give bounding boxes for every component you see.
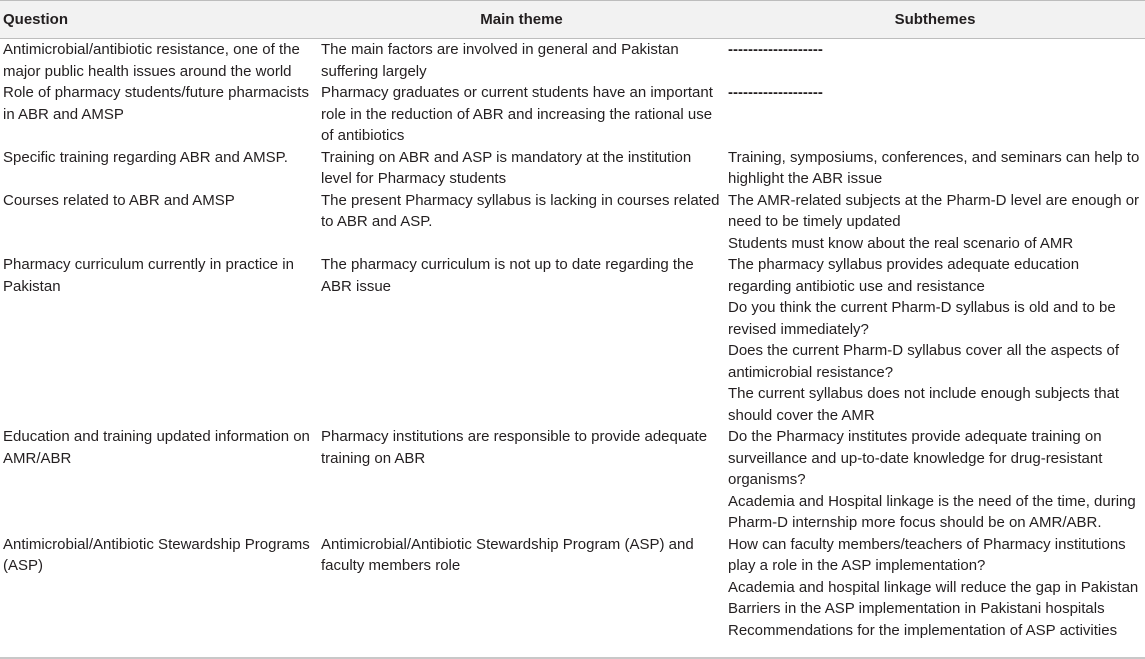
subtheme-item: How can faculty members/teachers of Pharmacy institutions play a role in the ASP implementation?: [728, 535, 1126, 574]
subtheme-item: Do you think the current Pharm-D syllabus is old and to be revised immediately?: [728, 299, 1116, 338]
subtheme-item: Students must know about the real scenario of AMR: [728, 234, 1074, 252]
subthemes-cell: [725, 254, 1145, 426]
subtheme-item: -------------------: [728, 41, 823, 58]
table-row: [0, 426, 1145, 534]
table-row: [0, 534, 1145, 659]
header-subthemes: Subthemes: [725, 1, 1145, 39]
main-theme-cell: The main factors are involved in general and Pakistan suffering largely: [321, 41, 679, 80]
main-theme-cell: The pharmacy curriculum is not up to date regarding the ABR issue: [321, 256, 694, 295]
table-row: [0, 147, 1145, 190]
table-header: [0, 1, 1145, 39]
table-row: [0, 39, 1145, 83]
main-theme-cell: Training on ABR and ASP is mandatory at the institution level for Pharmacy students: [321, 148, 692, 187]
subthemes-cell: [725, 82, 1145, 147]
question-cell: Education and training updated information on AMR/ABR: [3, 428, 310, 467]
table-row: [0, 254, 1145, 426]
header-row: [0, 1, 1145, 39]
question-cell: Pharmacy curriculum currently in practice in Pakistan: [3, 256, 294, 295]
table-body: [0, 39, 1145, 659]
subthemes-cell: [725, 147, 1145, 190]
header-question: Question: [0, 1, 318, 39]
subtheme-item: Training, symposiums, conferences, and seminars can help to highlight the ABR issue: [728, 148, 1140, 187]
main-theme-cell: Pharmacy institutions are responsible to provide adequate training on ABR: [321, 428, 708, 467]
subtheme-item: Recommendations for the implementation of ASP activities: [728, 621, 1118, 639]
header-main-theme: Main theme: [318, 1, 725, 39]
subtheme-item: The pharmacy syllabus provides adequate education regarding antibiotic use and resistance: [728, 256, 1080, 295]
subtheme-item: The current syllabus does not include enough subjects that should cover the AMR: [728, 385, 1120, 424]
subtheme-item: Do the Pharmacy institutes provide adequate training on surveillance and up-to-date knowledge for drug-resistant organisms?: [728, 428, 1103, 488]
table-row: [0, 82, 1145, 147]
main-theme-cell: Antimicrobial/Antibiotic Stewardship Program (ASP) and faculty members role: [318, 534, 725, 659]
subtheme-item: -------------------: [728, 84, 823, 101]
subthemes-cell: [725, 534, 1145, 659]
subtheme-item: Does the current Pharm-D syllabus cover all the aspects of antimicrobial resistance?: [728, 342, 1120, 381]
subtheme-item: Academia and Hospital linkage is the need of the time, during Pharm-D internship more focus should be on AMR/ABR.: [728, 492, 1136, 531]
question-cell: Courses related to ABR and AMSP: [3, 191, 235, 209]
question-cell: Specific training regarding ABR and AMSP.: [3, 148, 288, 166]
question-cell: Role of pharmacy students/future pharmacists in ABR and AMSP: [3, 84, 309, 123]
subthemes-cell: [725, 426, 1145, 534]
main-theme-cell: Pharmacy graduates or current students have an important role in the reduction of ABR and increasing the rational use of antibiotics: [321, 84, 713, 144]
subtheme-item: Barriers in the ASP implementation in Pakistani hospitals: [728, 600, 1105, 617]
question-cell: Antimicrobial/Antibiotic Stewardship Programs (ASP): [0, 534, 318, 659]
subtheme-item: Academia and hospital linkage will reduce the gap in Pakistan: [728, 578, 1139, 596]
subtheme-item: The AMR-related subjects at the Pharm-D level are enough or need to be timely updated: [728, 191, 1140, 230]
subthemes-cell: [725, 39, 1145, 83]
question-cell: Antimicrobial/antibiotic resistance, one of the major public health issues around the world: [3, 41, 300, 80]
main-theme-cell: The present Pharmacy syllabus is lacking in courses related to ABR and ASP.: [321, 191, 720, 230]
subthemes-cell: [725, 190, 1145, 255]
table-row: [0, 190, 1145, 255]
